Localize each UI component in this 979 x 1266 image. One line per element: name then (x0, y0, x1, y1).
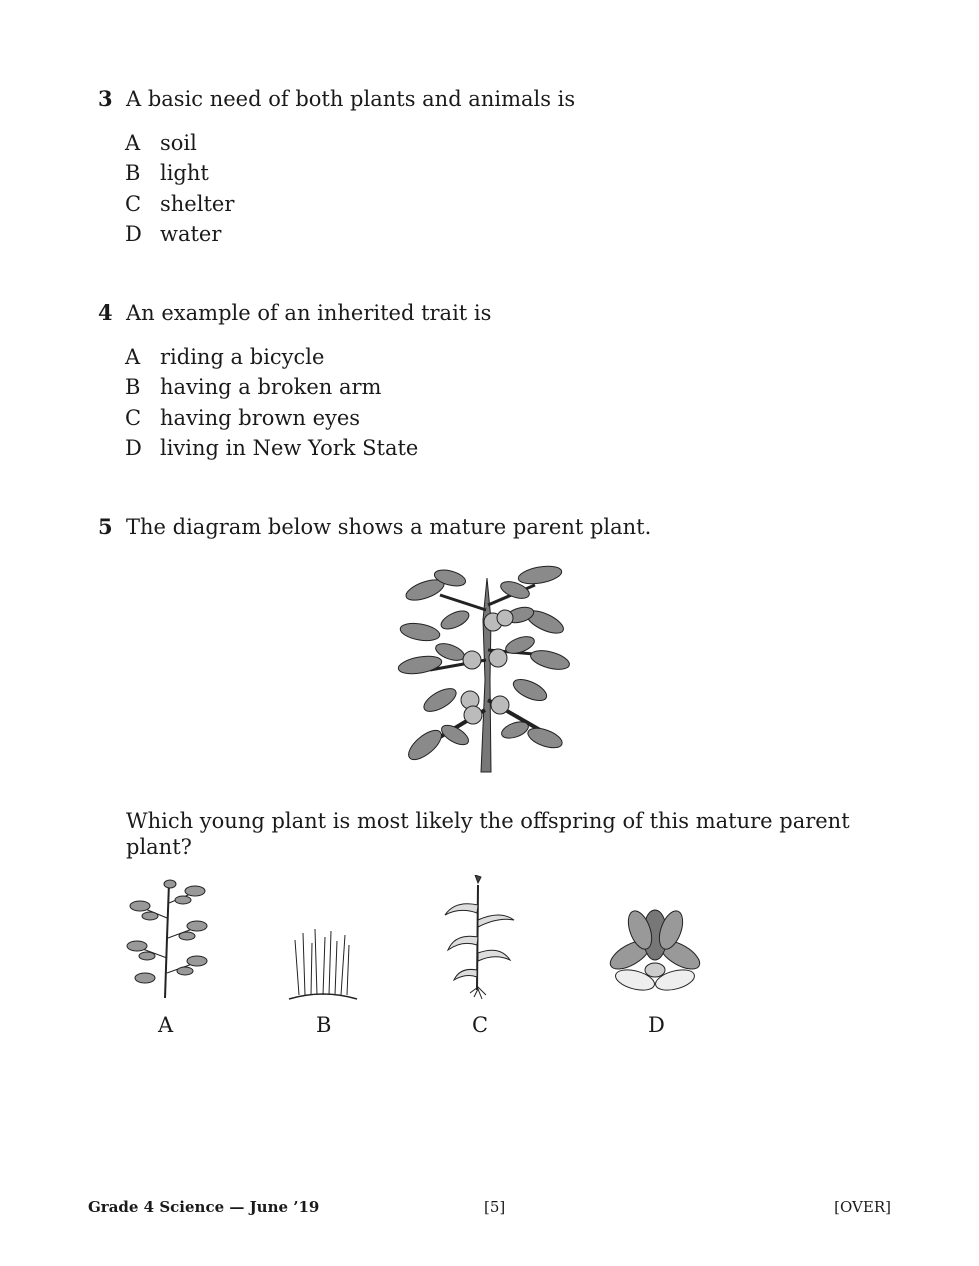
question-text: The diagram below shows a mature parent plant. (126, 515, 652, 539)
option-d (125, 433, 418, 463)
mature-tomato-plant-illustration (395, 560, 585, 775)
footer-over: [OVER] (834, 1198, 891, 1216)
young-tomato-plant-illustration (125, 878, 215, 1000)
option-text: riding a bicycle (160, 345, 325, 369)
option-letter: C (125, 405, 142, 430)
option-a (125, 128, 234, 158)
option-text: having a broken arm (160, 375, 382, 400)
choice-label-c: C (472, 1013, 489, 1037)
option-text: light (160, 161, 209, 186)
footer-exam-title: Grade 4 Science — June ’19 (88, 1198, 320, 1216)
option-c (125, 189, 234, 219)
option-text: water (160, 221, 222, 246)
question-3-options (125, 128, 234, 249)
footer-page-number: [5] (484, 1198, 506, 1216)
question-5-follow-up: Which young plant is most likely the offspring of this mature parent plant? (126, 809, 850, 859)
rosette-plant-illustration (605, 900, 705, 1000)
question-3-stem (98, 86, 575, 111)
option-letter: A (125, 345, 141, 369)
question-text: A basic need of both plants and animals is (126, 87, 576, 111)
option-b (125, 372, 418, 402)
choice-label-d: D (648, 1013, 665, 1037)
option-text: having brown eyes (160, 405, 361, 430)
option-text: soil (160, 131, 197, 155)
question-4-options (125, 342, 418, 463)
option-text: living in New York State (160, 435, 419, 460)
option-a (125, 342, 418, 372)
option-letter: D (125, 221, 142, 246)
question-number: 4 (98, 300, 113, 325)
option-letter: C (125, 191, 142, 216)
question-text: An example of an inherited trait is (126, 301, 492, 325)
corn-seedling-illustration (440, 875, 518, 1003)
choice-label-b: B (316, 1013, 332, 1037)
option-d (125, 219, 234, 249)
question-4-stem (98, 300, 491, 325)
question-5-stem (98, 514, 651, 539)
option-letter: B (125, 161, 141, 186)
option-letter: D (125, 435, 142, 460)
option-letter: A (125, 131, 141, 155)
option-c (125, 403, 418, 433)
option-letter: B (125, 375, 141, 400)
grass-seedling-illustration (287, 925, 359, 1003)
choice-label-a: A (158, 1013, 174, 1037)
question-number: 3 (98, 86, 113, 111)
question-number: 5 (98, 514, 113, 539)
option-text: shelter (160, 191, 235, 216)
option-b (125, 158, 234, 188)
